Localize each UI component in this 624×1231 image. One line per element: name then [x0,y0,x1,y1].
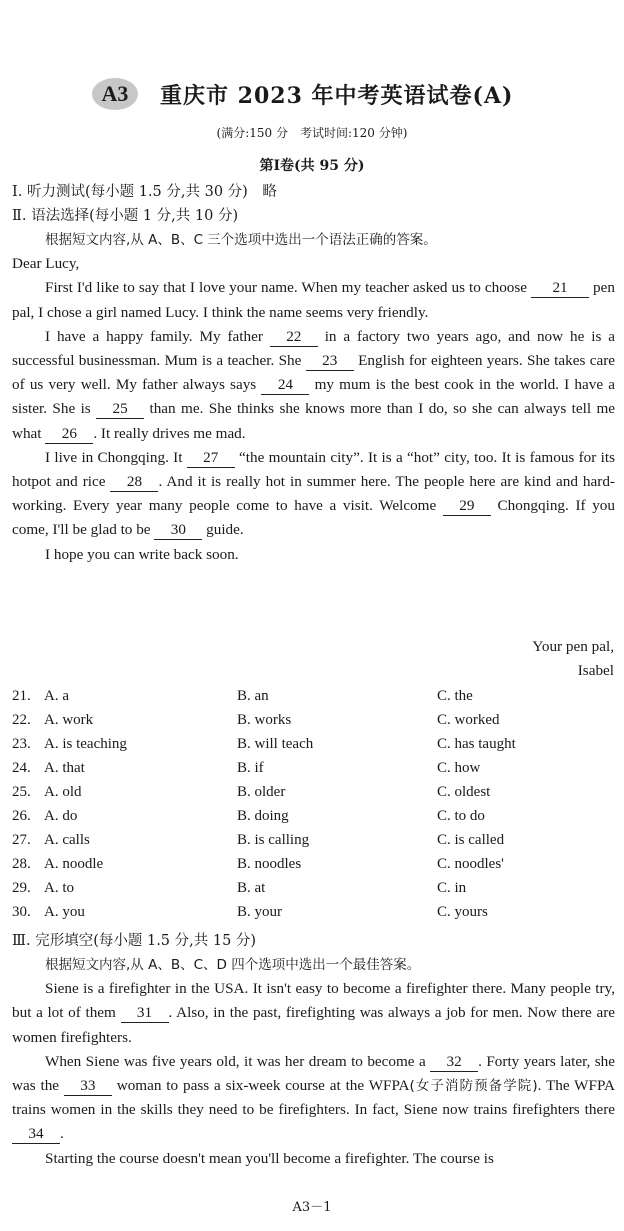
option-c[interactable]: C. worked [437,712,500,728]
option-row: 29. A. to B. at C. in [12,880,467,896]
option-c[interactable]: C. yours [437,904,488,920]
title-bar [92,76,513,112]
section-2-instruction: 根据短文内容,从 A、B、C 三个选项中选出一个语法正确的答案。 [45,232,437,248]
letter-signature: Isabel [577,662,614,679]
option-c[interactable]: C. in [437,880,467,896]
option-b[interactable]: B. works [237,712,292,728]
option-b[interactable]: B. noodles [237,856,302,872]
option-c[interactable]: C. is called [437,832,505,848]
paragraph: Siene is a firefighter in the USA. It isn't easy to become a firefighter there. Many people try, but a lot of them 31 . Also, in the past, firefighting was always a job for men. Now there are women firefighters. [12,980,615,1046]
blank-30: 30 [154,521,202,540]
option-a[interactable]: A. do [44,808,78,824]
blank-21: 21 [531,279,589,298]
option-row: 26. A. do B. doing C. to do [12,808,485,824]
blank-27: 27 [187,449,235,468]
blank-23: 23 [306,352,354,371]
page-number: A3－1 [292,1200,332,1215]
paragraph: I live in Chongqing. It 27 “the mountain city”. It is a “hot” city, too. It is famous for its hotpot and rice 28 . And it is really hot in summer here. The people here are kind and hard-working. Every year many people come to have a visit. Welcome 29 Chongqing. If you come, I'll be glad to be 30 guide. [12,448,615,539]
letter-closing: Your pen pal, [532,638,614,655]
page-title: 重庆市 2023 年中考英语试卷(A) [160,82,514,109]
option-a[interactable]: A. that [44,760,85,776]
blank-22: 22 [270,328,318,347]
option-row: 23. A. is teaching B. will teach C. has taught [12,736,516,752]
option-c[interactable]: C. the [437,688,473,704]
option-a[interactable]: A. work [44,712,94,728]
option-row: 24. A. that B. if C. how [12,760,481,776]
paper-badge: A3 [92,78,138,110]
blank-29: 29 [443,497,491,516]
option-c[interactable]: C. to do [437,808,485,824]
option-a[interactable]: A. noodle [44,856,104,872]
option-c[interactable]: C. noodles' [437,856,504,872]
option-a[interactable]: A. to [44,880,74,896]
section-1-title: Ⅰ. 听力测试(每小题 1.5 分,共 30 分) 略 [12,184,277,200]
option-row: 28. A. noodle B. noodles C. noodles' [12,856,504,872]
option-c[interactable]: C. how [437,760,481,776]
option-c[interactable]: C. oldest [437,784,491,800]
blank-34: 34 [12,1125,60,1144]
paragraph: First I'd like to say that I love your name. When my teacher asked us to choose 21 pen pal, I chose a girl named Lucy. I think the name seems very friendly. [12,279,615,321]
option-b[interactable]: B. doing [237,808,289,824]
blank-25: 25 [96,400,144,419]
blank-33: 33 [64,1077,112,1096]
blank-24: 24 [261,376,309,395]
option-a[interactable]: A. is teaching [44,736,127,752]
option-a[interactable]: A. calls [44,832,90,848]
paragraph: Starting the course doesn't mean you'll become a firefighter. The course is [45,1149,494,1167]
option-row: 27. A. calls B. is calling C. is called [12,832,505,848]
option-b[interactable]: B. will teach [237,736,314,752]
option-c[interactable]: C. has taught [437,736,516,752]
option-row: 22. A. work B. works C. worked [12,712,500,728]
option-row: 25. A. old B. older C. oldest [12,784,491,800]
option-b[interactable]: B. older [237,784,286,800]
paragraph: I hope you can write back soon. [45,545,239,563]
option-a[interactable]: A. you [44,904,85,920]
exam-info: (满分:150 分 考试时间:120 分钟) [216,126,408,140]
blank-31: 31 [121,1004,169,1023]
section-3-passage [12,953,615,1171]
section-2-passage [12,228,615,567]
paragraph: When Siene was five years old, it was her dream to become a 32 . Forty years later, she was the 33 woman to pass a six-week course at the WFPA(女子消防预备学院). The WFPA trains women in the skills they need to be firefighters. In fact, Siene now trains firefighters there 34 . [12,1052,615,1143]
option-b[interactable]: B. an [237,688,269,704]
letter-greeting: Dear Lucy, [12,255,80,273]
section-3-instruction: 根据短文内容,从 A、B、C、D 四个选项中选出一个最佳答案。 [45,957,421,973]
option-b[interactable]: B. is calling [237,832,310,848]
blank-28: 28 [110,473,158,492]
volume-heading: 第Ⅰ卷(共 95 分) [259,158,365,174]
option-b[interactable]: B. at [237,880,266,896]
section-3-title: Ⅲ. 完形填空(每小题 1.5 分,共 15 分) [12,933,257,949]
option-row: 21. A. a B. an C. the [12,688,473,704]
blank-26: 26 [45,425,93,444]
option-b[interactable]: B. your [237,904,282,920]
section-2-title: Ⅱ. 语法选择(每小题 1 分,共 10 分) [12,208,239,224]
option-b[interactable]: B. if [237,760,264,776]
option-a[interactable]: A. a [44,688,69,704]
option-row: 30. A. you B. your C. yours [12,904,488,920]
option-a[interactable]: A. old [44,784,82,800]
paragraph: I have a happy family. My father 22 in a factory two years ago, and now he is a successful businessman. Mum is a teacher. She 23 English for eighteen years. She takes care of us very well. My father always says 24 my mum is the best cook in the world. I have a sister. She is 25 than me. She thinks she knows more than I do, so she can always tell me what 26 . It really drives me mad. [12,327,616,442]
blank-32: 32 [430,1053,478,1072]
